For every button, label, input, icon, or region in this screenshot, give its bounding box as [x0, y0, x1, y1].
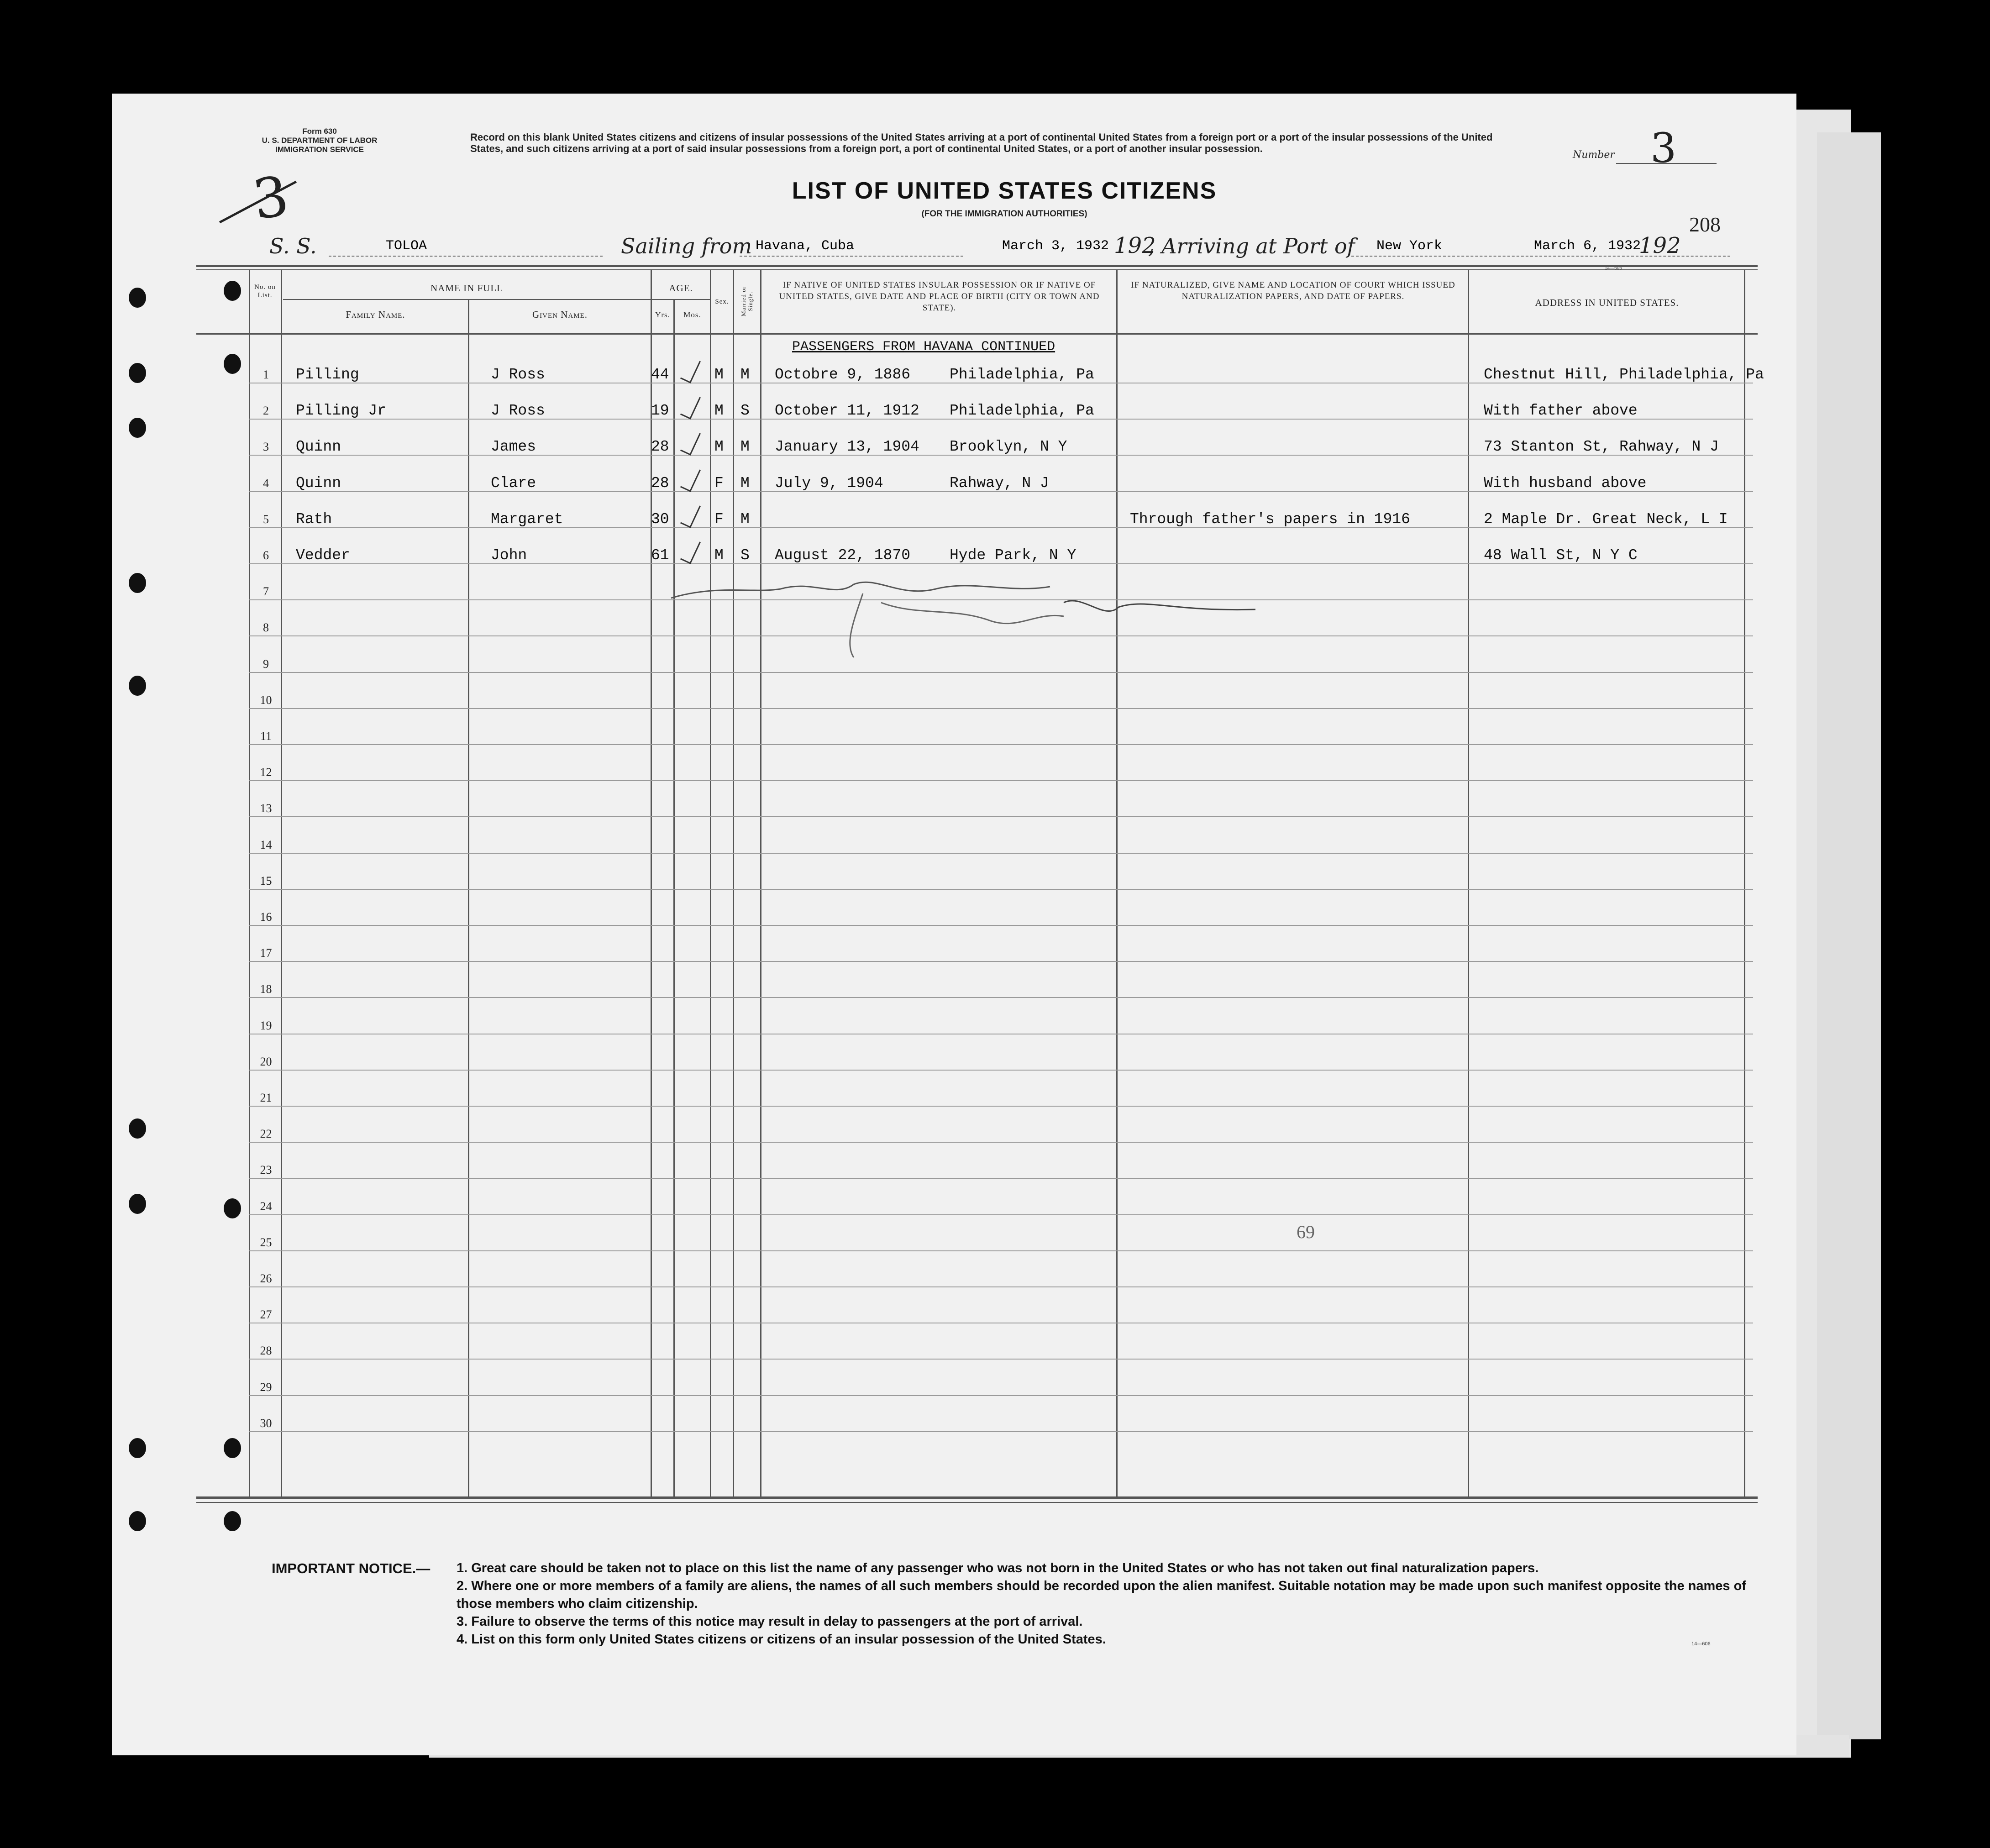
row-rule	[249, 889, 1753, 890]
given-name-cell: J Ross	[491, 366, 545, 383]
family-name-cell: Quinn	[296, 438, 341, 455]
married-single-cell: S	[740, 402, 750, 419]
punch-hole	[129, 418, 146, 438]
birth-place-cell: Brooklyn, N Y	[950, 438, 1067, 455]
given-name-cell: Margaret	[491, 511, 563, 528]
col-rule	[281, 269, 282, 1497]
row-number: 5	[263, 513, 269, 526]
given-name-cell: James	[491, 438, 536, 455]
age-years-cell: 30	[651, 511, 669, 528]
ship-underline	[329, 256, 603, 257]
row-rule	[249, 961, 1753, 962]
birth-date-cell: Octobre 9, 1886	[775, 366, 911, 383]
col-rule	[1116, 269, 1118, 1497]
row-rule	[249, 1142, 1753, 1143]
header-naturalized: IF NATURALIZED, GIVE NAME AND LOCATION OF COURT WHICH ISSUED NATURALIZATION PAPERS, AND DATE OF PAPERS.	[1131, 280, 1455, 301]
punch-hole	[224, 354, 241, 374]
sex-cell: M	[714, 438, 724, 455]
row-number: 24	[260, 1200, 272, 1213]
page-subtitle: (FOR THE IMMIGRATION AUTHORITIES)	[921, 209, 1087, 219]
sex-cell: M	[714, 547, 724, 564]
row-rule	[249, 780, 1753, 781]
family-name-cell: Rath	[296, 511, 332, 528]
sex-cell: M	[714, 366, 724, 383]
header-age: AGE.	[669, 283, 693, 294]
family-name-cell: Pilling Jr	[296, 402, 387, 419]
page-stamp: 208	[1689, 213, 1721, 236]
name-subheader-rule	[283, 299, 651, 300]
sailing-date: March 3, 1932	[1002, 238, 1109, 254]
punch-hole	[129, 573, 146, 593]
birth-place-cell: Rahway, N J	[950, 475, 1049, 492]
address-cell: 48 Wall St, N Y C	[1484, 547, 1638, 564]
row-rule	[249, 1178, 1753, 1179]
col-rule	[249, 269, 250, 1497]
row-rule	[249, 1359, 1753, 1360]
age-years-cell: 61	[651, 547, 669, 564]
header-given-name: Given Name.	[532, 309, 588, 320]
row-number: 6	[263, 549, 269, 562]
row-number: 22	[260, 1127, 272, 1140]
sailing-label: Sailing from	[621, 234, 752, 258]
header-yrs: Yrs.	[655, 310, 670, 319]
age-subheader-rule	[651, 299, 710, 300]
header-name-in-full: NAME IN FULL	[431, 283, 503, 294]
row-number: 11	[260, 730, 272, 743]
naturalization-cell: Through father's papers in 1916	[1130, 511, 1410, 528]
number-block	[1570, 124, 1721, 172]
birth-date-cell: August 22, 1870	[775, 547, 911, 564]
age-years-cell: 19	[651, 402, 669, 419]
important-notice-label: IMPORTANT NOTICE.—	[272, 1560, 431, 1576]
sailing-underline	[740, 256, 963, 257]
row-rule	[249, 1070, 1753, 1071]
row-rule	[249, 1106, 1753, 1107]
married-single-cell: M	[740, 511, 750, 528]
row-number: 2	[263, 404, 269, 417]
row-rule	[249, 1431, 1753, 1432]
form-number: Form 630	[302, 127, 337, 136]
row-rule	[249, 925, 1753, 926]
row-number: 30	[260, 1417, 272, 1430]
header-no: No. on List.	[254, 284, 276, 299]
year-suffix-1: 192	[1114, 233, 1156, 258]
given-name-cell: John	[491, 547, 527, 564]
row-rule	[249, 853, 1753, 854]
table-top-rule-2	[196, 269, 1758, 270]
punch-hole	[224, 1438, 241, 1458]
row-number: 23	[260, 1163, 272, 1176]
number-label: Number	[1573, 149, 1615, 161]
arriving-label: , Arriving at Port of	[1148, 234, 1355, 258]
punch-hole	[129, 1511, 146, 1531]
row-number: 19	[260, 1019, 272, 1032]
header-mos: Mos.	[683, 310, 701, 319]
address-cell: 73 Stanton St, Rahway, N J	[1484, 438, 1719, 455]
arrival-date: March 6, 1932	[1534, 238, 1641, 254]
married-single-cell: S	[740, 547, 750, 564]
arrival-port: New York	[1376, 238, 1443, 254]
row-number: 8	[263, 621, 269, 634]
sailing-port: Havana, Cuba	[756, 238, 855, 254]
ss-label: S. S.	[269, 234, 317, 258]
row-rule	[249, 1395, 1753, 1396]
printer-mark: 14—606	[1605, 266, 1622, 271]
punch-hole	[224, 1511, 241, 1531]
instruction-text: Record on this blank United States citizens and citizens of insular possessions of the United States arriving at a port of continental United States from a foreign port or a port of the insular possessions of the United States, and such citizens arriving at a port of said insular possessions from a foreign port, a port of continental United States, or a port of another insular possession.	[470, 131, 1493, 154]
number-value: 3	[1650, 124, 1677, 172]
punch-hole	[129, 288, 146, 308]
birth-place-cell: Philadelphia, Pa	[950, 402, 1094, 419]
row-rule	[249, 1250, 1753, 1251]
row-number: 3	[263, 440, 269, 453]
punch-hole	[129, 1438, 146, 1458]
row-number: 7	[263, 585, 269, 598]
inspector-signature	[662, 566, 1278, 671]
header-married-single: Married or Single.	[740, 286, 754, 316]
row-rule	[249, 997, 1753, 998]
family-name-cell: Pilling	[296, 366, 359, 383]
row-number: 27	[260, 1308, 272, 1321]
birth-place-cell: Philadelphia, Pa	[950, 366, 1094, 383]
row-number: 18	[260, 982, 272, 996]
birth-date-cell: July 9, 1904	[775, 475, 883, 492]
service: IMMIGRATION SERVICE	[275, 145, 364, 154]
row-rule	[249, 1214, 1753, 1215]
row-rule	[249, 1286, 1753, 1287]
address-cell: With father above	[1484, 402, 1638, 419]
row-number: 17	[260, 946, 272, 960]
notice-item: 3. Failure to observe the terms of this notice may result in delay to passengers at the port of arrival.	[457, 1614, 1083, 1629]
row-number: 9	[263, 657, 269, 671]
married-single-cell: M	[740, 366, 750, 383]
address-cell: With husband above	[1484, 475, 1647, 492]
sex-cell: F	[714, 475, 724, 492]
form-id-block	[242, 127, 397, 154]
row-number: 1	[263, 368, 269, 381]
col-rule	[1468, 269, 1469, 1497]
important-notice-items	[457, 1559, 1762, 1648]
row-number: 10	[260, 693, 272, 707]
underlying-sheet-edge-2	[1817, 132, 1881, 1739]
col-rule	[1744, 269, 1745, 1497]
punch-hole	[224, 1198, 241, 1218]
col-rule	[673, 299, 675, 1497]
row-number: 29	[260, 1381, 272, 1394]
header-native-birth: IF NATIVE OF UNITED STATES INSULAR POSSESSION OR IF NATIVE OF UNITED STATES, GIVE DATE AND PLACE OF BIRTH (CITY OR TOWN AND STATE).	[779, 280, 1100, 313]
header-sex: Sex.	[715, 298, 729, 305]
given-name-cell: J Ross	[491, 402, 545, 419]
ship-name: TOLOA	[386, 238, 427, 254]
sex-cell: M	[714, 402, 724, 419]
married-single-cell: M	[740, 438, 750, 455]
row-number: 14	[260, 838, 272, 851]
row-rule	[249, 708, 1753, 709]
birth-date-cell: October 11, 1912	[775, 402, 919, 419]
punch-hole	[129, 676, 146, 696]
year-suffix-2: 192	[1639, 233, 1681, 258]
notice-item: 4. List on this form only United States citizens or citizens of an insular possession of the United States.	[457, 1632, 1106, 1647]
row-number: 28	[260, 1344, 272, 1357]
col-rule	[760, 269, 761, 1497]
table-bottom-rule-2	[196, 1502, 1758, 1503]
punch-hole	[129, 363, 146, 383]
row-number: 15	[260, 874, 272, 887]
punch-hole	[129, 1194, 146, 1214]
center-stamp: 69	[1297, 1222, 1315, 1242]
row-number: 16	[260, 910, 272, 924]
page-title: LIST OF UNITED STATES CITIZENS	[792, 178, 1217, 204]
family-name-cell: Vedder	[296, 547, 350, 564]
address-cell: 2 Maple Dr. Great Neck, L I	[1484, 511, 1728, 528]
header-bottom-rule	[196, 333, 1758, 335]
row-number: 25	[260, 1236, 272, 1249]
given-name-cell: Clare	[491, 475, 536, 492]
row-number: 26	[260, 1272, 272, 1285]
row-number: 4	[263, 477, 269, 490]
col-rule	[710, 269, 711, 1497]
footer-printer-mark: 14—606	[1691, 1641, 1711, 1647]
col-rule	[468, 299, 469, 1497]
header-address: ADDRESS IN UNITED STATES.	[1535, 297, 1679, 308]
age-years-cell: 28	[651, 438, 669, 455]
table-bottom-rule	[196, 1496, 1758, 1499]
row-number: 20	[260, 1055, 272, 1068]
age-years-cell: 44	[651, 366, 669, 383]
sex-cell: F	[714, 511, 724, 528]
number-underline	[1616, 163, 1717, 164]
address-cell: Chestnut Hill, Philadelphia, Pa	[1484, 366, 1764, 383]
section-heading: PASSENGERS FROM HAVANA CONTINUED	[792, 339, 1055, 355]
row-rule	[249, 744, 1753, 745]
col-rule	[733, 269, 734, 1497]
corner-handwritten-mark: 3	[249, 164, 293, 232]
row-rule	[249, 672, 1753, 673]
birth-date-cell: January 13, 1904	[775, 438, 919, 455]
punch-hole	[129, 1118, 146, 1139]
age-years-cell: 28	[651, 475, 669, 492]
notice-item: 2. Where one or more members of a family are aliens, the names of all such members should be recorded upon the alien manifest. Suitable notation may be made upon such manifest opposite the names of those members who claim citizenship.	[457, 1579, 1746, 1611]
table-top-rule	[196, 265, 1758, 267]
family-name-cell: Quinn	[296, 475, 341, 492]
header-family-name: Family Name.	[346, 309, 405, 320]
married-single-cell: M	[740, 475, 750, 492]
punch-hole	[224, 281, 241, 301]
row-number: 12	[260, 766, 272, 779]
notice-item: 1. Great care should be taken not to place on this list the name of any passenger who was not born in the United States or who has not taken out final naturalization papers.	[457, 1561, 1539, 1575]
row-number: 13	[260, 802, 272, 815]
row-number: 21	[260, 1091, 272, 1104]
row-rule	[249, 816, 1753, 817]
birth-place-cell: Hyde Park, N Y	[950, 547, 1076, 564]
department: U. S. DEPARTMENT OF LABOR	[262, 136, 378, 145]
